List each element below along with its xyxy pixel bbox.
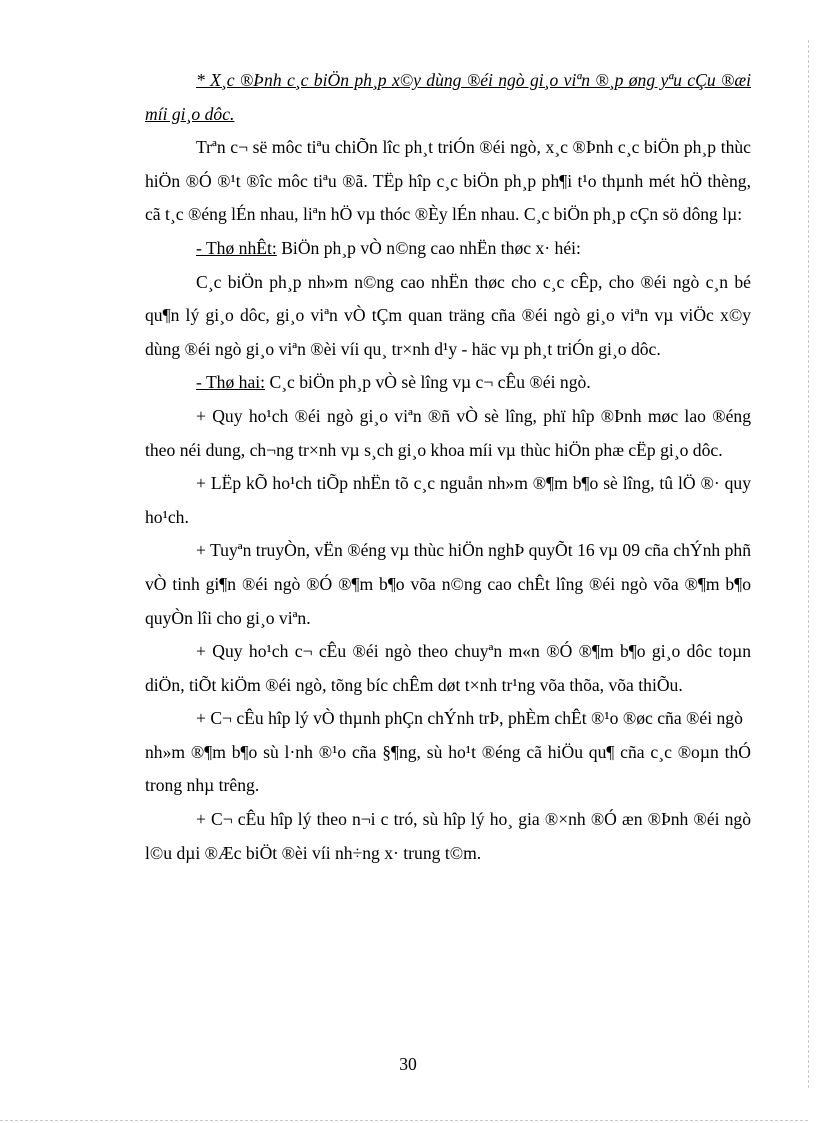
- list-item-continuation: nh»m ®¶m b¶o sù l·nh ®¹o cña §¶ng, sù ho¹t ®éng cã hiÖu qu¶ cña c¸c ®oµn thÓ trong nhµ trêng.: [145, 741, 751, 796]
- list-item: + Quy ho¹ch ®éi ngò gi¸o viªn ®ñ vÒ sè lîng, phï hîp ®Þnh møc lao ®éng theo néi dung, ch¬ng tr×nh vµ s¸ch gi¸o khoa míi vµ thùc hiÖn phæ cËp gi¸o dôc.: [145, 405, 751, 460]
- first-measure-title: BiÖn ph¸p vÒ n©ng cao nhËn thøc x· héi:: [276, 237, 581, 258]
- first-measure-body: C¸c biÖn ph¸p nh»m n©ng cao nhËn thøc cho c¸c cÊp, cho ®éi ngò c¸n bé qu¶n lý gi¸o dôc, gi¸o viªn vÒ tÇm quan träng cña ®éi ngò gi¸o viªn vµ viÖc x©y dùng ®éi ngò gi¸o viªn ®èi víi qu¸ tr×nh d¹y - häc vµ ph¸t triÓn gi¸o dôc.: [145, 271, 751, 359]
- section-heading: * X¸c ®Þnh c¸c biÖn ph¸p x©y dùng ®éi ngò gi¸o viªn ®¸p øng yªu cÇu ®æi míi gi¸o dôc.: [145, 70, 751, 124]
- second-measure-label: - Thø hai:: [196, 372, 266, 393]
- page-border-right: [808, 40, 810, 1088]
- list-item: + Quy ho¹ch c¬ cÊu ®éi ngò theo chuyªn m«n ®Ó ®¶m b¶o gi¸o dôc toµn diÖn, tiÕt kiÖm ®éi ngò, tõng bíc chÊm døt t×nh tr¹ng võa thõa, võa thiÕu.: [145, 641, 751, 695]
- list-item: + LËp kÕ ho¹ch tiÕp nhËn tõ c¸c nguån nh»m ®¶m b¶o sè lîng, tû lÖ ®· quy ho¹ch.: [145, 473, 751, 527]
- page-border-bottom: [0, 1120, 808, 1122]
- second-measure-title: C¸c biÖn ph¸p vÒ sè lîng vµ c¬ cÊu ®éi ngò.: [265, 372, 591, 393]
- first-measure-heading: [145, 232, 751, 266]
- first-measure-label: - Thø nhÊt:: [196, 237, 277, 258]
- list-item: + C¬ cÊu hîp lý vÒ thµnh phÇn chÝnh trÞ, phÈm chÊt ®¹o ®øc cña ®éi ngò: [196, 708, 743, 729]
- list-item: + C¬ cÊu hîp lý theo n¬i c tró, sù hîp lý ho¸ gia ®×nh ®Ó æn ®Þnh ®éi ngò l©u dµi ®Æc biÖt ®èi víi nh÷ng x· trung t©m.: [145, 809, 751, 863]
- intro-paragraph: Trªn c¬ së môc tiªu chiÕn lîc ph¸t triÓn ®éi ngò, x¸c ®Þnh c¸c biÖn ph¸p thùc hiÖn ®Ó ®¹t ®îc môc tiªu ®ã. TËp hîp c¸c biÖn ph¸p ph¶i t¹o thµnh mét hÖ thèng, cã t¸c ®éng lÉn nhau, liªn hÖ vµ thóc ®Èy lÉn nhau. C¸c biÖn ph¸p cÇn sö dông lµ:: [145, 137, 751, 225]
- second-measure-heading: [145, 366, 751, 400]
- list-item: + Tuyªn truyÒn, vËn ®éng vµ thùc hiÖn nghÞ quyÕt 16 vµ 09 cña chÝnh phñ vÒ tinh gi¶n ®éi ngò ®Ó ®¶m b¶o võa n©ng cao chÊt lîng ®éi ngò võa ®¶m b¶o quyÒn lîi cho gi¸o viªn.: [145, 540, 751, 628]
- body-text: [145, 64, 751, 870]
- page-number: 30: [399, 1054, 417, 1074]
